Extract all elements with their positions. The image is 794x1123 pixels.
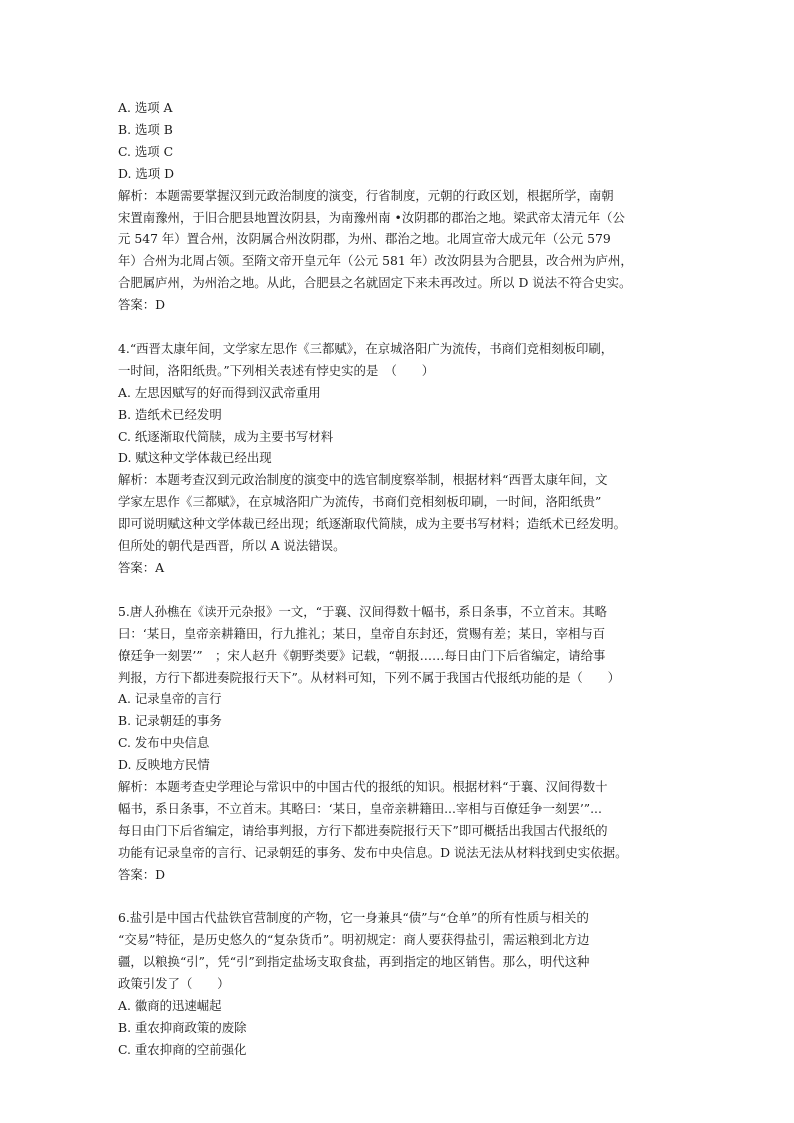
- answer: 答案：A: [118, 560, 165, 576]
- analysis-line: 幅书，系日条事，不立首末。其略曰：‘某日，皇帝亲耕籍田...宰相与百僚廷争一刻罢’”...: [118, 800, 602, 816]
- analysis-line: 但所处的朝代是西晋，所以 A 说法错误。: [118, 538, 346, 554]
- question-6: [118, 907, 678, 1060]
- paragraph-gap: [118, 579, 678, 601]
- option-d: D. 选项 D: [118, 165, 175, 181]
- option-c: C. 发布中央信息: [118, 735, 210, 751]
- option-b: B. 造纸术已经发明: [118, 406, 222, 422]
- question-stem-line: 疆，以粮换“引”，凭“引”到指定盐场支取食盐，再到指定的地区销售。那么，明代这种: [118, 954, 590, 970]
- analysis-line: 功能有记录皇帝的言行、记录朝廷的事务、发布中央信息。D 说法无法从材料找到史实依据。: [118, 844, 628, 860]
- question-stem-line: 判报，方行下都进奏院报行天下”。从材料可知，下列不属于我国古代报纸功能的是（ ）: [118, 669, 620, 685]
- question-4: [118, 338, 678, 579]
- answer: 答案：D: [118, 297, 166, 313]
- paragraph-gap: [118, 886, 678, 908]
- analysis-line: 解析：本题需要掌握汉到元政治制度的演变，行省制度，元朝的行政区划，根据所学，南朝: [118, 187, 614, 203]
- analysis-line: 元 547 年）置合州，汝阴属合州汝阴郡，为州、郡治之地。北周宣帝大成元年（公元 579: [118, 231, 611, 247]
- question-stem-line: 僚廷争一刻罢’” ；宋人赵升《朝野类要》记载，“朝报……每日由门下后省编定，请给事: [118, 647, 606, 663]
- option-b: B. 记录朝廷的事务: [118, 713, 222, 729]
- option-a: A. 记录皇帝的言行: [118, 691, 222, 707]
- paragraph-gap: [118, 316, 678, 338]
- option-a: A. 选项 A: [118, 100, 173, 115]
- analysis-line: 每日由门下后省编定，请给事判报，方行下都进奏院报行天下”即可概括出我国古代报纸的: [118, 822, 608, 838]
- option-a: A. 徽商的迅速崛起: [118, 998, 222, 1014]
- question-stem-line: 5.唐人孙樵在《读开元杂报》一文，“于襄、汉间得数十幅书，系日条事，不立首末。其略: [118, 603, 607, 619]
- question-stem-line: “交易”特征，是历史悠久的“复杂货币”。明初规定：商人要获得盐引，需运粮到北方边: [118, 932, 590, 948]
- option-b: B. 选项 B: [118, 121, 173, 137]
- option-d: D. 反映地方民情: [118, 757, 210, 773]
- question-stem-line: 4.“西晋太康年间，文学家左思作《三都赋》，在京城洛阳广为流传，书商们竞相刻板印刷，: [118, 340, 614, 356]
- option-c: C. 纸逐渐取代简牍，成为主要书写材料: [118, 428, 334, 444]
- question-5: [118, 601, 678, 886]
- question-stem-line: 政策引发了（ ）: [118, 976, 230, 992]
- option-c: C. 重农抑商的空前强化: [118, 1041, 247, 1057]
- analysis-line: 即可说明赋这种文学体裁已经出现；纸逐渐取代简牍，成为主要书写材料；造纸术已经发明。: [118, 516, 627, 532]
- option-b: B. 重农抑商政策的废除: [118, 1020, 247, 1036]
- question-3-tail: [118, 97, 678, 316]
- analysis-line: 宋置南豫州，于旧合肥县地置汝阴县，为南豫州南 •汝阴郡的郡治之地。梁武帝太清元年（公: [118, 209, 625, 225]
- answer: 答案：D: [118, 866, 166, 882]
- analysis-line: 解析：本题考查汉到元政治制度的演变中的选官制度察举制，根据材料“西晋太康年间，文: [118, 472, 608, 488]
- analysis-line: 合肥属庐州，为州治之地。从此，合肥县之名就固定下来未再改过。所以 D 说法不符合史实。: [118, 275, 632, 291]
- document-body: [118, 97, 678, 1061]
- option-a: A. 左思因赋写的好而得到汉武帝重用: [118, 384, 321, 400]
- option-c: C. 选项 C: [118, 143, 174, 159]
- analysis-line: 年）合州为北周占领。至隋文帝开皇元年（公元 581 年）改汝阴县为合肥县，改合州为庐州，: [118, 253, 633, 269]
- option-d: D. 赋这种文学体裁已经出现: [118, 450, 272, 466]
- analysis-line: 学家左思作《三都赋》，在京城洛阳广为流传，书商们竞相刻板印刷，一时间，洛阳纸贵”: [118, 494, 602, 510]
- question-stem-line: 一时间，洛阳纸贵。”下列相关表述有悖史实的是 （ ）: [118, 362, 435, 378]
- analysis-line: 解析：本题考查史学理论与常识中的中国古代的报纸的知识。根据材料“于襄、汉间得数十: [118, 779, 608, 795]
- question-stem-line: 6.盐引是中国古代盐铁官营制度的产物，它一身兼具“债”与“仓单”的所有性质与相关的: [118, 910, 589, 926]
- question-stem-line: 曰：‘某日，皇帝亲耕籍田，行九推礼；某日，皇帝自东封还，赏赐有差；某日，宰相与百: [118, 625, 606, 641]
